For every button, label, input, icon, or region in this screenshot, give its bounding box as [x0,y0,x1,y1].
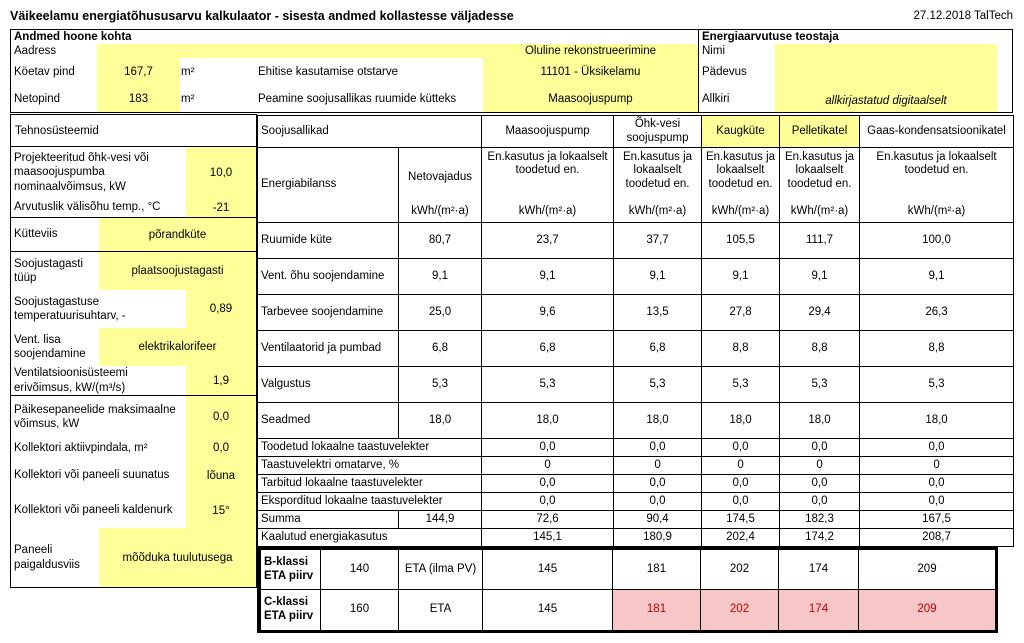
value-cell: 0,0 [780,439,860,457]
value-cell: 0 [860,457,1014,475]
energy-use-header: En.kasutus ja lokaalselt toodetud en. [784,150,855,191]
panel-mounting-input[interactable]: mõõduka tuulutusega [99,528,256,587]
energy-use-header: En.kasutus ja lokaalselt toodetud en. [487,150,608,177]
value-cell: 167,5 [860,511,1014,529]
usage-purpose-field[interactable]: 11101 - Üksikelamu [483,58,698,86]
value-cell: 0,0 [614,439,702,457]
row-label: Kaalutud energiakasutus [258,529,482,547]
column-header-ground-pump: Maasoojuspump [482,116,614,148]
row-label: Taastuvelektri omatarve, % [258,457,482,475]
panel-angle-input[interactable]: 15° [186,493,256,528]
row-label: Ruumide küte [258,223,399,259]
collector-area-label: Kollektori aktiivpindala, m² [14,441,148,454]
outdoor-temp-input[interactable]: -21 [186,198,256,217]
value-cell: 13,5 [614,295,702,331]
source-header-row [258,116,1014,148]
heat-recovery-label: Soojustagasti tüüp [14,257,84,284]
row-label: Eksporditud lokaalne taastuvelekter [258,493,482,511]
heat-source-field[interactable]: Maasoojuspump [483,86,698,112]
value-cell: 0,0 [860,493,1014,511]
heating-type-label: Kütteviis [14,228,58,241]
value-cell: 8,8 [860,331,1014,367]
c-class-eta-label: ETA [399,590,483,631]
value-cell: 0,0 [702,493,780,511]
value-cell: 25,0 [399,295,482,331]
energy-row [258,331,1014,367]
value-cell: 80,7 [399,223,482,259]
row-label: Seadmed [258,403,399,439]
value-cell: 9,1 [860,259,1014,295]
value-cell: 5,3 [399,367,482,403]
net-demand-header: Netovajadus [408,170,472,183]
energy-use-header: En.kasutus ja lokaalselt toodetud en. [705,150,776,191]
value-cell: 5,3 [780,367,860,403]
panel-angle-label: Kollektori või paneeli kaldenurk [14,504,173,517]
value-cell: 6,8 [399,331,482,367]
value-cell: 174,2 [780,529,860,547]
heated-area-label: Köetav pind [14,66,75,78]
unit-label: kWh/(m²·a) [907,204,966,217]
value-cell: 182,3 [780,511,860,529]
competence-label: Pädevus [702,66,747,78]
value-cell: 8,8 [702,331,780,367]
heated-area-input[interactable]: 167,7 [97,58,180,86]
temp-ratio-label: Soojustagastuse temperatuurisuhtarv, - [14,295,126,322]
value-cell: 72,6 [482,511,614,529]
value-cell: 29,4 [780,295,860,331]
address-label: Aadress [14,45,57,57]
sum-row [258,511,1014,529]
renewable-row [258,493,1014,511]
collector-area-input[interactable]: 0,0 [186,438,256,458]
value-cell: 202,4 [702,529,780,547]
page-title: Väikeelamu energiatõhususarvu kalkulaator - sisesta andmed kollastesse väljadesse [10,9,514,23]
energy-row [258,259,1014,295]
building-header: Andmed hoone kohta [14,31,132,43]
net-area-input[interactable]: 183 [97,86,180,112]
row-label: Tarbevee soojendamine [258,295,399,331]
energy-row [258,403,1014,439]
signature-label: Allkiri [702,93,730,105]
value-cell: 0,0 [780,475,860,493]
value-cell: 9,1 [780,259,860,295]
column-header-pellet-boiler[interactable]: Pelletikatel [780,116,860,148]
row-label: Tarbitud lokaalne taastuvelekter [258,475,482,493]
renewable-row [258,439,1014,457]
date-note: 27.12.2018 TalTech [913,10,1013,22]
value-cell: 145 [483,550,613,590]
value-cell: 0 [482,457,614,475]
column-header-district-heating[interactable]: Kaugküte [702,116,780,148]
value-cell: 145 [483,590,613,631]
value-cell: 174,5 [702,511,780,529]
value-cell: 0,0 [780,493,860,511]
value-cell-exceeds-limit: 209 [859,590,996,631]
value-cell: 0,0 [860,439,1014,457]
panel-direction-input[interactable]: lõuna [186,458,256,493]
heating-type-input[interactable]: põrandküte [99,218,256,251]
value-cell: 0,0 [860,475,1014,493]
heat-recovery-input[interactable]: plaatsoojustagasti [99,252,256,290]
solar-max-power-input[interactable]: 0,0 [186,396,256,438]
value-cell: 18,0 [614,403,702,439]
value-cell: 8,8 [780,331,860,367]
value-cell: 9,1 [482,259,614,295]
renewable-row [258,475,1014,493]
row-label: Toodetud lokaalne taastuvelekter [258,439,482,457]
energy-row [258,223,1014,259]
value-cell: 9,6 [482,295,614,331]
panel-mounting-label: Paneeli paigaldusviis [14,544,80,571]
name-label: Nimi [702,45,725,57]
row-label: Ventilaatorid ja pumbad [258,331,399,367]
value-cell: 23,7 [482,223,614,259]
value-cell: 174 [779,550,859,590]
value-cell: 9,1 [399,259,482,295]
reconstruction-field[interactable]: Oluline rekonstrueerimine [483,44,698,58]
value-cell: 0,0 [614,493,702,511]
renewable-row [258,457,1014,475]
unit-label: kWh/(m²·a) [628,204,687,217]
unit-label: kWh/(m²·a) [411,204,469,217]
author-header: Energiaarvutuse teostaja [702,31,839,43]
value-cell: 6,8 [614,331,702,367]
energy-row [258,367,1014,403]
unit-label: kWh/(m²·a) [518,204,577,217]
energy-use-header: En.kasutus ja lokaalselt toodetud en. [622,150,693,191]
value-cell: 208,7 [860,529,1014,547]
building-info-panel [10,29,1013,113]
b-class-row [261,550,996,590]
value-cell: 9,1 [702,259,780,295]
value-cell: 111,7 [780,223,860,259]
row-label: Vent. õhu soojendamine [258,259,399,295]
heat-source-label: Peamine soojusallikas ruumide kütteks [258,93,457,105]
value-cell: 5,3 [860,367,1014,403]
pump-power-label: Projekteeritud õhk-vesi või maasoojuspumba nominaalvõimsus, kW [14,151,149,193]
outdoor-temp-label: Arvutuslik välisõhu temp., °C [14,201,161,214]
tech-header: Tehnosüsteemid [10,114,257,147]
value-cell: 5,3 [614,367,702,403]
value-cell: 6,8 [482,331,614,367]
value-cell: 0 [702,457,780,475]
value-cell: 0,0 [702,439,780,457]
tech-systems-panel [10,115,257,588]
value-cell: 0 [614,457,702,475]
heat-sources-header: Soojusallikad [258,116,482,148]
panel-direction-label: Kollektori või paneeli suunatus [14,469,170,482]
c-class-limit: 160 [321,590,399,631]
energy-use-header: En.kasutus ja lokaalselt toodetud en. [876,150,997,177]
value-cell: 100,0 [860,223,1014,259]
value-cell-exceeds-limit: 181 [613,590,701,631]
energy-table [257,115,1014,547]
value-cell: 26,3 [860,295,1014,331]
value-cell: 27,8 [702,295,780,331]
value-cell: 144,9 [399,511,482,529]
value-cell: 145,1 [482,529,614,547]
energy-row [258,295,1014,331]
value-cell: 18,0 [860,403,1014,439]
row-label: Summa [258,511,399,529]
value-cell: 18,0 [702,403,780,439]
column-header-gas-boiler: Gaas-kondensatsioonikatel [860,116,1014,148]
panel-divider [698,30,699,112]
vent-extra-heat-input[interactable]: elektrikalorifeer [99,328,256,366]
c-class-label: C-klassi ETA piirv [261,590,321,631]
value-cell: 0,0 [482,439,614,457]
value-cell: 180,9 [614,529,702,547]
unit-label: kWh/(m²·a) [790,204,849,217]
vent-power-input[interactable]: 1,9 [186,366,256,395]
unit-label: kWh/(m²·a) [711,204,770,217]
c-class-row [261,590,996,631]
value-cell: 0,0 [482,493,614,511]
value-cell: 181 [613,550,701,590]
vent-power-label: Ventilatsioonisüsteemi erivõimsus, kW/(m³/s) [14,367,128,394]
energy-balance-header: Energiabilanss [258,148,399,223]
net-area-label: Netopind [14,93,61,105]
solar-max-power-label: Päikesepaneelide maksimaalne võimsus, kW [14,403,176,430]
value-cell: 202 [701,550,779,590]
value-cell-exceeds-limit: 202 [701,590,779,631]
value-cell: 105,5 [702,223,780,259]
value-cell: 209 [859,550,996,590]
net-area-unit: m² [181,93,195,105]
value-cell: 18,0 [780,403,860,439]
balance-header-row [258,148,1014,223]
value-cell: 0,0 [482,475,614,493]
signature-value: allkirjastatud digitaalselt [825,95,947,107]
weighted-row [258,529,1014,547]
value-cell: 5,3 [702,367,780,403]
value-cell: 0 [780,457,860,475]
b-class-label: B-klassi ETA piirv [261,550,321,590]
column-header-air-water-pump: Õhk-vesi soojuspump [614,116,702,148]
value-cell: 5,3 [482,367,614,403]
b-class-limit: 140 [321,550,399,590]
value-cell: 90,4 [614,511,702,529]
value-cell: 9,1 [614,259,702,295]
b-class-eta-label: ETA (ilma PV) [399,550,483,590]
value-cell: 0,0 [614,475,702,493]
value-cell: 18,0 [482,403,614,439]
value-cell: 0,0 [702,475,780,493]
heated-area-unit: m² [181,66,195,78]
vent-extra-heat-label: Vent. lisa soojendamine [14,333,86,360]
pump-power-input[interactable]: 10,0 [186,147,256,198]
temp-ratio-input[interactable]: 0,89 [186,290,256,328]
value-cell: 18,0 [399,403,482,439]
row-label: Valgustus [258,367,399,403]
usage-purpose-label: Ehitise kasutamise otstarve [258,66,398,78]
value-cell-exceeds-limit: 174 [779,590,859,631]
value-cell: 37,7 [614,223,702,259]
author-input-area[interactable] [775,44,997,112]
eta-limits-block [257,546,998,633]
